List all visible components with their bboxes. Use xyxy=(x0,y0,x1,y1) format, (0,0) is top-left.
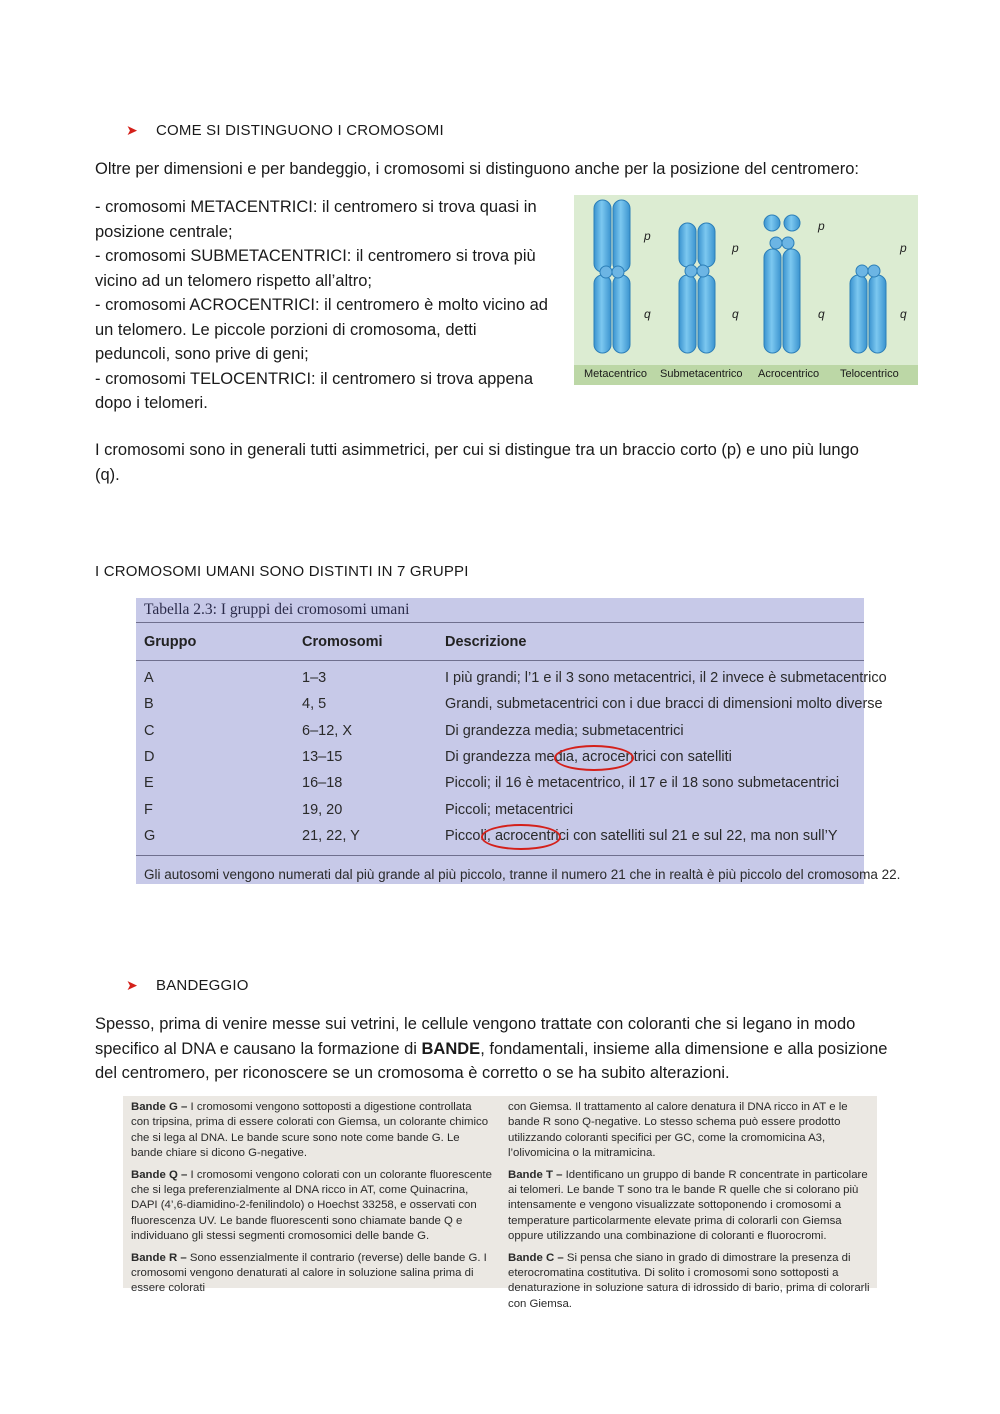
row-group: C xyxy=(144,723,155,739)
banding-paragraph xyxy=(95,1012,915,1086)
section-heading-groups: I CROMOSOMI UMANI SONO DISTINTI IN 7 GRUPPI xyxy=(95,563,469,580)
arms-line: (q). xyxy=(95,465,120,484)
bullet-arrow-icon: ➤ xyxy=(126,122,138,138)
banding-text: , fondamentali, insieme alla dimensione e alla posizione xyxy=(480,1039,888,1058)
row-description: Piccoli; il 16 è metacentrico, il 17 e il 18 sono submetacentrici xyxy=(445,775,840,791)
arm-label-p: p xyxy=(818,219,825,233)
row-group: B xyxy=(144,696,154,712)
chromosome-types-figure xyxy=(574,195,918,385)
band-r-continued xyxy=(508,1100,870,1162)
row-chromosomes: 16–18 xyxy=(302,775,343,791)
arm-label-q: q xyxy=(818,307,825,321)
row-group: D xyxy=(144,749,155,765)
list-line: posizione centrale; xyxy=(95,222,233,241)
row-chromosomes: 4, 5 xyxy=(302,696,327,712)
bullet-arrow-icon: ➤ xyxy=(126,977,138,993)
caption-telocentric: Telocentrico xyxy=(840,368,899,380)
table-header-rule xyxy=(136,660,864,661)
band-g-title: Bande G – xyxy=(131,1101,188,1113)
arm-label-p: p xyxy=(732,241,739,255)
figure-caption-bar xyxy=(574,365,918,385)
row-group: A xyxy=(144,670,154,686)
list-line: un telomero. Le piccole porzioni di cromosoma, detti xyxy=(95,320,477,339)
row-chromosomes: 13–15 xyxy=(302,749,343,765)
band-g-text: I cromosomi vengono sottoposti a digestione controllata con tripsina, prima di essere colorati con Giemsa, un colorante chimico che si lega al DNA. Le bande scure sono note come bande G. Le bande chiare si dicono G-negative. xyxy=(131,1101,489,1160)
table-bottom-rule xyxy=(136,855,864,856)
arm-label-q: q xyxy=(644,307,651,321)
row-group: E xyxy=(144,775,154,791)
caption-submetacentric: Submetacentrico xyxy=(660,368,743,380)
intro-paragraph: Oltre per dimensioni e per bandeggio, i cromosomi si distinguono anche per la posizione del centromero: xyxy=(95,160,860,178)
band-q-title: Bande Q – xyxy=(131,1168,188,1181)
telocentric-chromosome xyxy=(850,265,886,353)
arms-paragraph xyxy=(95,438,915,487)
acrocentric-chromosome xyxy=(764,215,800,353)
acrocentric-highlight-circle xyxy=(554,745,634,771)
row-description: Di grandezza media, acrocentrici con satelliti xyxy=(445,749,732,765)
section-heading-banding: BANDEGGIO xyxy=(156,977,249,994)
row-chromosomes: 1–3 xyxy=(302,670,327,686)
arm-label-p: p xyxy=(900,241,907,255)
arms-line: I cromosomi sono in generali tutti asimmetrici, per cui si distingue tra un braccio corto (p) e uno più lungo xyxy=(95,441,859,459)
banding-line: Spesso, prima di venire messe sui vetrini, le cellule vengono trattate con coloranti che si legano in modo xyxy=(95,1015,856,1033)
arm-label-q: q xyxy=(900,307,907,321)
arm-label-q: q xyxy=(732,307,739,321)
row-description: I più grandi; l’1 e il 3 sono metacentrici, il 2 invece è submetacentrico xyxy=(445,670,887,686)
band-r-title: Bande R – xyxy=(131,1251,187,1264)
band-r-text: Sono essenzialmente il contrario (reverse) delle bande G. I cromosomi vengono denaturati al calore in soluzione salina prima di essere colorati xyxy=(131,1251,487,1295)
section-heading-distinguish: COME SI DISTINGUONO I CROMOSOMI xyxy=(156,122,444,139)
table-header-group: Gruppo xyxy=(144,634,197,650)
row-description: Piccoli, acrocentrici con satelliti sul 21 e sul 22, ma non sull’Y xyxy=(445,828,838,844)
caption-metacentric: Metacentrico xyxy=(584,368,647,380)
row-description: Grandi, submetacentrici con i due bracci di dimensioni molto diverse xyxy=(445,696,883,712)
list-line: - cromosomi METACENTRICI: il centromero si trova quasi in xyxy=(95,198,537,216)
table-header-chromosomes: Cromosomi xyxy=(302,634,383,650)
table-top-rule xyxy=(136,622,864,623)
row-chromosomes: 19, 20 xyxy=(302,802,343,818)
band-c-text: Si pensa che siano in grado di dimostrare la presenza di eterocromatina costitutiva. Di solito i cromosomi sono sottoposti a denaturazione in soluzione satura di idrossido di bario, prima di colorarli con Giemsa. xyxy=(508,1251,870,1310)
table-footnote: Gli autosomi vengono numerati dal più grande al più piccolo, tranne il numero 21 che in realtà è più piccolo del cromosoma 22. xyxy=(144,867,901,882)
list-line: peduncoli, sono prive di geni; xyxy=(95,345,309,363)
list-line: vicino ad un telomero rispetto all’altro; xyxy=(95,271,372,290)
caption-acrocentric: Acrocentrico xyxy=(758,368,820,380)
bands-left-column xyxy=(131,1100,493,1303)
list-line: - cromosomi TELOCENTRICI: il centromero si trova appena xyxy=(95,369,533,388)
band-g-entry xyxy=(131,1100,493,1162)
centromere-type-list xyxy=(95,195,565,416)
list-line: - cromosomi SUBMETACENTRICI: il centromero si trova più xyxy=(95,247,536,265)
band-r-entry xyxy=(131,1251,493,1297)
bande-keyword: BANDE xyxy=(421,1039,481,1058)
acrocentric-highlight-circle xyxy=(481,824,561,850)
band-t-entry xyxy=(508,1168,870,1245)
banding-line xyxy=(95,1037,915,1062)
band-c-entry xyxy=(508,1251,870,1313)
banding-types-box xyxy=(123,1096,877,1310)
chromosome-groups-table xyxy=(136,598,901,884)
row-chromosomes: 21, 22, Y xyxy=(302,828,360,844)
band-t-text: Identificano un gruppo di bande R concentrate in particolare ai telomeri. Le bande T sono tra le bande R quelle che si colorano più intensamente e vengono visualizzate sottoponendo i cromosomi a temperature particolarmente elevate prima di colorarli con Giemsa oppure utilizzando una combinazione di coloranti e fluorocromi. xyxy=(508,1168,868,1243)
band-c-title: Bande C – xyxy=(508,1251,564,1264)
band-q-entry xyxy=(131,1168,493,1245)
submetacentric-chromosome xyxy=(679,223,715,353)
row-group: F xyxy=(144,802,153,818)
banding-line: del centromero, per riconoscere se un cromosoma è corretto o se ha subito alterazioni. xyxy=(95,1064,730,1082)
table-caption: Tabella 2.3: I gruppi dei cromosomi umani xyxy=(144,601,410,618)
arm-label-p: p xyxy=(644,229,651,243)
bands-right-column xyxy=(508,1100,870,1318)
band-r-continued-text: con Giemsa. Il trattamento al calore denatura il DNA ricco in AT e le bande R sono Q-negative. Lo stesso schema può essere prodotto utilizzando coloranti specifici per GC, come la cromomicina A3, l’olivomicina o la mitramicina. xyxy=(508,1101,848,1160)
table-header-description: Descrizione xyxy=(445,634,527,650)
metacentric-chromosome xyxy=(594,200,630,353)
row-description: Di grandezza media; submetacentrici xyxy=(445,723,684,739)
band-t-title: Bande T – xyxy=(508,1168,563,1181)
band-q-text: I cromosomi vengono colorati con un colorante fluorescente che si lega preferenzialmente al DNA ricco in AT, come Quinacrina, DAPI (4’,6-diamidino-2-fenilindolo) o Hoechst 33258, e osservati con fluorescenza UV. Le bande fluorescenti sono chiamate bande Q e individuano gli stessi segmenti cromosomici delle bande G. xyxy=(131,1168,492,1243)
banding-text: specifico al DNA e causano la formazione di xyxy=(95,1039,422,1058)
list-line: - cromosomi ACROCENTRICI: il centromero è molto vicino ad xyxy=(95,296,548,314)
row-group: G xyxy=(144,828,156,844)
row-description: Piccoli; metacentrici xyxy=(445,802,574,818)
row-chromosomes: 6–12, X xyxy=(302,723,352,739)
list-line: dopo i telomeri. xyxy=(95,394,208,412)
chromosome-illustration xyxy=(574,195,918,365)
